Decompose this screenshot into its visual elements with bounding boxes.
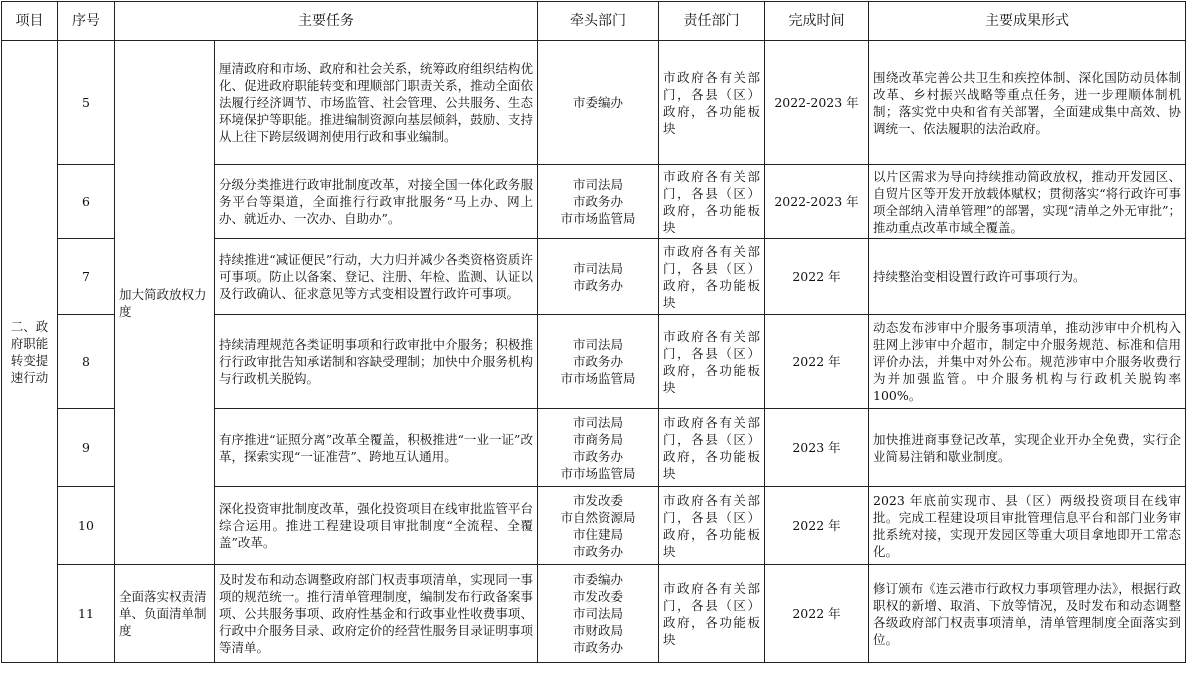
- group-name: 加大简政放权力度: [115, 41, 215, 565]
- row-resp: 市政府各有关部门，各县（区）政府，各功能板块: [659, 565, 765, 663]
- header-lead: 牵头部门: [538, 2, 659, 41]
- row-lead: 市司法局 市政务办: [538, 239, 659, 315]
- row-seq: 6: [58, 165, 115, 239]
- header-time: 完成时间: [765, 2, 869, 41]
- row-seq: 5: [58, 41, 115, 165]
- row-lead: 市委编办 市发改委 市司法局 市财政局 市政务办: [538, 565, 659, 663]
- task-table: [1, 1, 1186, 663]
- row-time: 2023 年: [765, 409, 869, 487]
- row-task: 及时发布和动态调整政府部门权责事项清单，实现同一事项的规范统一。推行清单管理制度，编制发布行政备案事项、公共服务事项、政府性基金和行政事业性收费事项、行政中介服务目录、政府定价的经营性服务目录证明事项等清单。: [215, 565, 538, 663]
- header-resp: 责任部门: [659, 2, 765, 41]
- row-lead: 市司法局 市商务局 市政务办 市市场监管局: [538, 409, 659, 487]
- row-seq: 8: [58, 315, 115, 409]
- category-cell: 二、政府职能转变提速行动: [2, 41, 58, 663]
- row-resp: 市政府各有关部门，各县（区）政府，各功能板块: [659, 409, 765, 487]
- row-time: 2022 年: [765, 487, 869, 565]
- row-lead: 市司法局 市政务办 市市场监管局: [538, 165, 659, 239]
- row-seq: 11: [58, 565, 115, 663]
- header-result: 主要成果形式: [869, 2, 1186, 41]
- row-time: 2022-2023 年: [765, 165, 869, 239]
- table-row: [2, 41, 1186, 165]
- header-project: 项目: [2, 2, 58, 41]
- row-time: 2022-2023 年: [765, 41, 869, 165]
- row-result: 围绕改革完善公共卫生和疾控体制、深化国防动员体制改革、乡村振兴战略等重点任务，进一步理顺体制机制；落实党中央和省有关部署，全面建成集中高效、协调统一、依法履职的法治政府。: [869, 41, 1186, 165]
- header-row: [2, 2, 1186, 41]
- row-seq: 10: [58, 487, 115, 565]
- row-resp: 市政府各有关部门，各县（区）政府，各功能板块: [659, 315, 765, 409]
- row-result: 2023 年底前实现市、县（区）两级投资项目在线审批。完成工程建设项目审批管理信息平台和部门业务审批系统对接，实现开发园区等重大项目拿地即开工常态化。: [869, 487, 1186, 565]
- row-resp: 市政府各有关部门，各县（区）政府，各功能板块: [659, 487, 765, 565]
- row-time: 2022 年: [765, 315, 869, 409]
- group-name: 全面落实权责清单、负面清单制度: [115, 565, 215, 663]
- row-result: 持续整治变相设置行政许可事项行为。: [869, 239, 1186, 315]
- row-lead: 市发改委 市自然资源局 市住建局 市政务办: [538, 487, 659, 565]
- row-task: 深化投资审批制度改革，强化投资项目在线审批监管平台综合运用。推进工程建设项目审批制度“全流程、全覆盖”改革。: [215, 487, 538, 565]
- row-result: 动态发布涉审中介服务事项清单，推动涉审中介机构入驻网上涉审中介超市，制定中介服务规范、标准和信用评价办法，并集中对外公布。规范涉审中介服务收费行为并加强监管。中介服务机构与行政机关脱钩率 100%。: [869, 315, 1186, 409]
- row-resp: 市政府各有关部门，各县（区）政府，各功能板块: [659, 41, 765, 165]
- row-seq: 9: [58, 409, 115, 487]
- row-resp: 市政府各有关部门，各县（区）政府，各功能板块: [659, 165, 765, 239]
- row-result: 修订颁布《连云港市行政权力事项管理办法》，根据行政职权的新增、取消、下放等情况，及时发布和动态调整各级政府部门权责事项清单，清单管理制度全面落实到位。: [869, 565, 1186, 663]
- row-task: 厘清政府和市场、政府和社会关系，统筹政府组织结构优化、促进政府职能转变和理顺部门职责关系，推动全面依法履行经济调节、市场监管、社会管理、公共服务、生态环境保护等职能。推进编制资源向基层倾斜，鼓励、支持从上往下跨层级调剂使用行政和事业编制。: [215, 41, 538, 165]
- header-seq: 序号: [58, 2, 115, 41]
- row-time: 2022 年: [765, 239, 869, 315]
- row-lead: 市委编办: [538, 41, 659, 165]
- row-resp: 市政府各有关部门，各县（区）政府，各功能板块: [659, 239, 765, 315]
- table-row: [2, 565, 1186, 663]
- header-task: 主要任务: [115, 2, 538, 41]
- row-lead: 市司法局 市政务办 市市场监管局: [538, 315, 659, 409]
- row-task: 持续清理规范各类证明事项和行政审批中介服务；积极推行行政审批告知承诺制和容缺受理制；加快中介服务机构与行政机关脱钩。: [215, 315, 538, 409]
- row-result: 加快推进商事登记改革，实现企业开办全免费，实行企业简易注销和歇业制度。: [869, 409, 1186, 487]
- row-seq: 7: [58, 239, 115, 315]
- row-result: 以片区需求为导向持续推动简政放权，推动开发园区、自贸片区等开发开放载体赋权；贯彻落实“将行政许可事项全部纳入清单管理”的部署，实现“清单之外无审批”；推动重点改革市域全覆盖。: [869, 165, 1186, 239]
- row-task: 持续推进“减证便民”行动，大力归并减少各类资格资质许可事项。防止以备案、登记、注册、年检、监测、认证以及行政确认、征求意见等方式变相设置行政许可事项。: [215, 239, 538, 315]
- row-task: 有序推进“证照分离”改革全覆盖，积极推进“一业一证”改革，探索实现“一证准营”、跨地互认通用。: [215, 409, 538, 487]
- row-time: 2022 年: [765, 565, 869, 663]
- row-task: 分级分类推进行政审批制度改革，对接全国一体化政务服务平台等渠道，全面推行行政审批服务“马上办、网上办、就近办、一次办、自助办”。: [215, 165, 538, 239]
